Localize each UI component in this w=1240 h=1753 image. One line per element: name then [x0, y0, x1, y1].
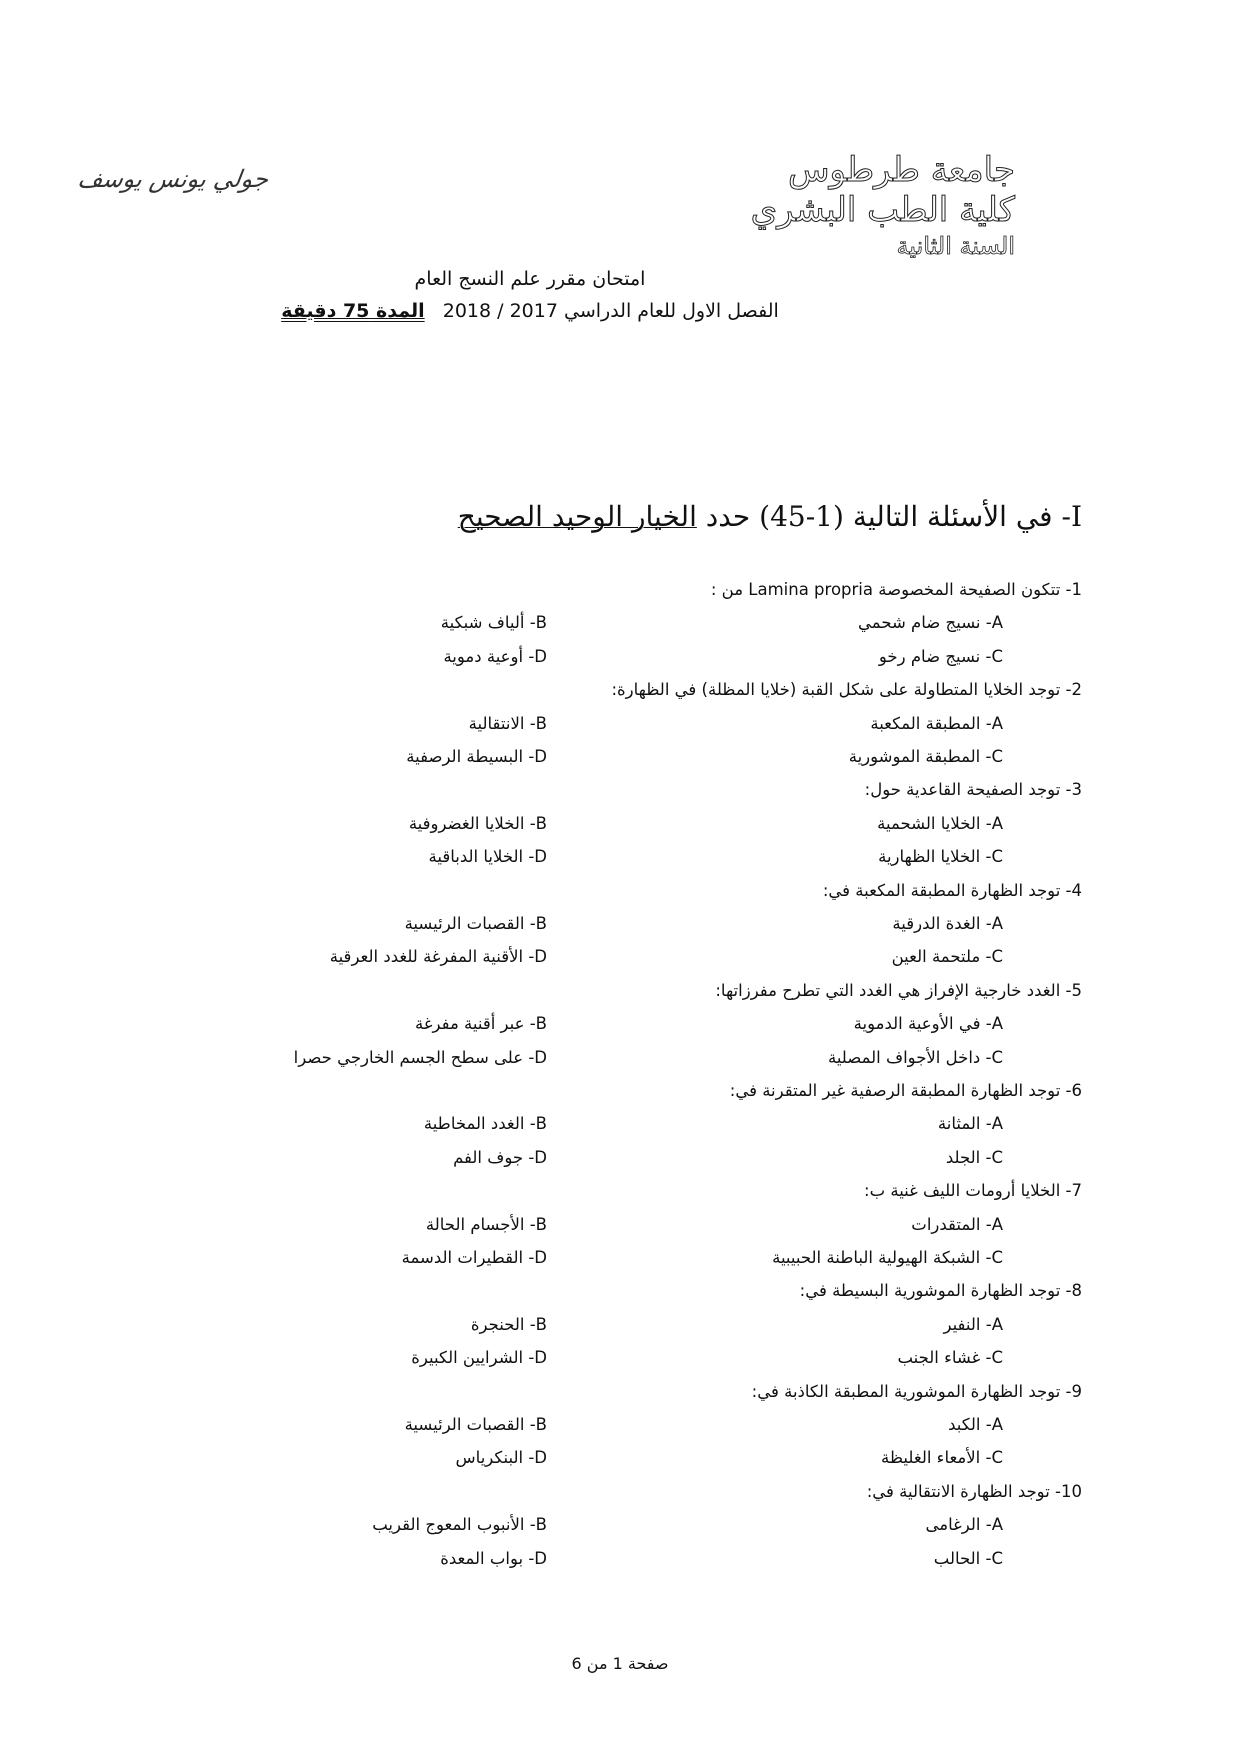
option-d: D- بواب المعدة: [440, 1548, 547, 1568]
logo-university: جامعة طرطوس: [788, 150, 1015, 190]
university-logo: [715, 150, 1015, 262]
option-a: A- المتقدرات: [911, 1214, 1003, 1234]
option-c: C- المطبقة الموشورية: [848, 747, 1003, 766]
option-c: C- غشاء الجنب: [897, 1348, 1003, 1368]
section-heading: [458, 500, 1082, 533]
option-d: D- الأقنية المفرغة للغدد العرقية: [329, 947, 547, 967]
option-d: D- على سطح الجسم الخارجي حصرا: [293, 1047, 547, 1067]
option-c: C- ملتحمة العين: [891, 947, 1003, 967]
question-stem: 7- الخلايا أرومات الليف غنية ب:: [864, 1181, 1082, 1201]
logo-year: السنة الثانية: [896, 232, 1015, 260]
option-d: D- أوعية دموية: [443, 646, 547, 666]
option-b: B- الانتقالية: [468, 713, 547, 733]
page-number: صفحة 1 من 6: [571, 1654, 669, 1673]
option-b: B- الغدد المخاطية: [423, 1114, 547, 1134]
option-a: A- المثانة: [937, 1114, 1003, 1134]
option-a: A- الرغامى: [925, 1515, 1003, 1535]
question-stem: 5- الغدد خارجية الإفراز هي الغدد التي تطرح مفرزاتها:: [715, 980, 1082, 1000]
question-stem: 10- توجد الظهارة الانتقالية في:: [866, 1481, 1082, 1501]
option-d: D- القطيرات الدسمة: [401, 1248, 547, 1267]
question-stem: 2- توجد الخلايا المتطاولة على شكل القبة (خلايا المظلة) في الظهارة:: [611, 680, 1082, 700]
option-d: D- البسيطة الرصفية: [406, 747, 547, 766]
option-b: B- القصبات الرئيسية: [404, 1415, 547, 1434]
section-prefix: I- في الأسئلة التالية (1-45) حدد: [696, 500, 1082, 533]
option-b: B- الخلايا الغضروفية: [408, 813, 547, 833]
option-b: B- ألياف شبكية: [440, 613, 547, 633]
logo-faculty: كلية الطب البشري: [750, 190, 1015, 230]
option-c: C- الشبكة الهيولية الباطنة الحبيبية: [772, 1248, 1003, 1267]
option-d: D- الشرايين الكبيرة: [411, 1348, 547, 1368]
question-stem: 3- توجد الصفيحة القاعدية حول:: [864, 780, 1082, 800]
option-c: C- الجلد: [945, 1147, 1003, 1167]
option-d: D- جوف الفم: [453, 1147, 547, 1167]
option-c: C- الحالب: [933, 1548, 1003, 1568]
option-d: D- البنكرياس: [455, 1448, 547, 1468]
exam-semester-line: [230, 300, 830, 322]
option-a: A- الغدة الدرقية: [892, 914, 1003, 933]
question-stem: 1- تتكون الصفيحة المخصوصة Lamina propria من :: [710, 580, 1082, 599]
option-c: C- الخلايا الظهارية: [878, 847, 1003, 867]
option-d: D- الخلايا الدباقية: [428, 847, 547, 867]
option-b: B- عبر أقنية مفرغة: [415, 1014, 547, 1034]
section-emphasis: الخيار الوحيد الصحيح: [457, 500, 697, 533]
question-stem: 6- توجد الظهارة المطبقة الرصفية غير المتقرنة في:: [729, 1081, 1082, 1100]
handwritten-student-name: جولي يونس يوسف: [76, 165, 271, 193]
question-stem: 4- توجد الظهارة المطبقة المكعبة في:: [822, 880, 1082, 900]
option-b: B- الأنبوب المعوج القريب: [372, 1515, 547, 1535]
option-a: A- الخلايا الشحمية: [877, 813, 1003, 833]
semester: الفصل الاول للعام الدراسي 2017 / 2018: [442, 300, 779, 322]
option-a: A- الكبد: [948, 1415, 1003, 1434]
option-c: C- نسيج ضام رخو: [878, 646, 1003, 666]
question-stem: 8- توجد الظهارة الموشورية البسيطة في:: [799, 1281, 1082, 1301]
option-a: A- نسيج ضام شحمي: [858, 613, 1003, 633]
option-b: B- الحنجرة: [470, 1314, 547, 1334]
duration: المدة 75 دقيقة: [281, 300, 425, 322]
question-stem: 9- توجد الظهارة الموشورية المطبقة الكاذبة في:: [751, 1381, 1082, 1401]
option-a: A- في الأوعية الدموية: [853, 1014, 1003, 1034]
option-b: B- القصبات الرئيسية: [404, 914, 547, 933]
exam-title: امتحان مقرر علم النسج العام: [414, 268, 646, 290]
option-b: B- الأجسام الحالة: [425, 1214, 547, 1234]
option-c: C- الأمعاء الغليظة: [881, 1448, 1003, 1468]
option-a: A- النفير: [943, 1314, 1003, 1334]
option-c: C- داخل الأجواف المصلية: [827, 1047, 1003, 1067]
option-a: A- المطبقة المكعبة: [870, 713, 1003, 733]
